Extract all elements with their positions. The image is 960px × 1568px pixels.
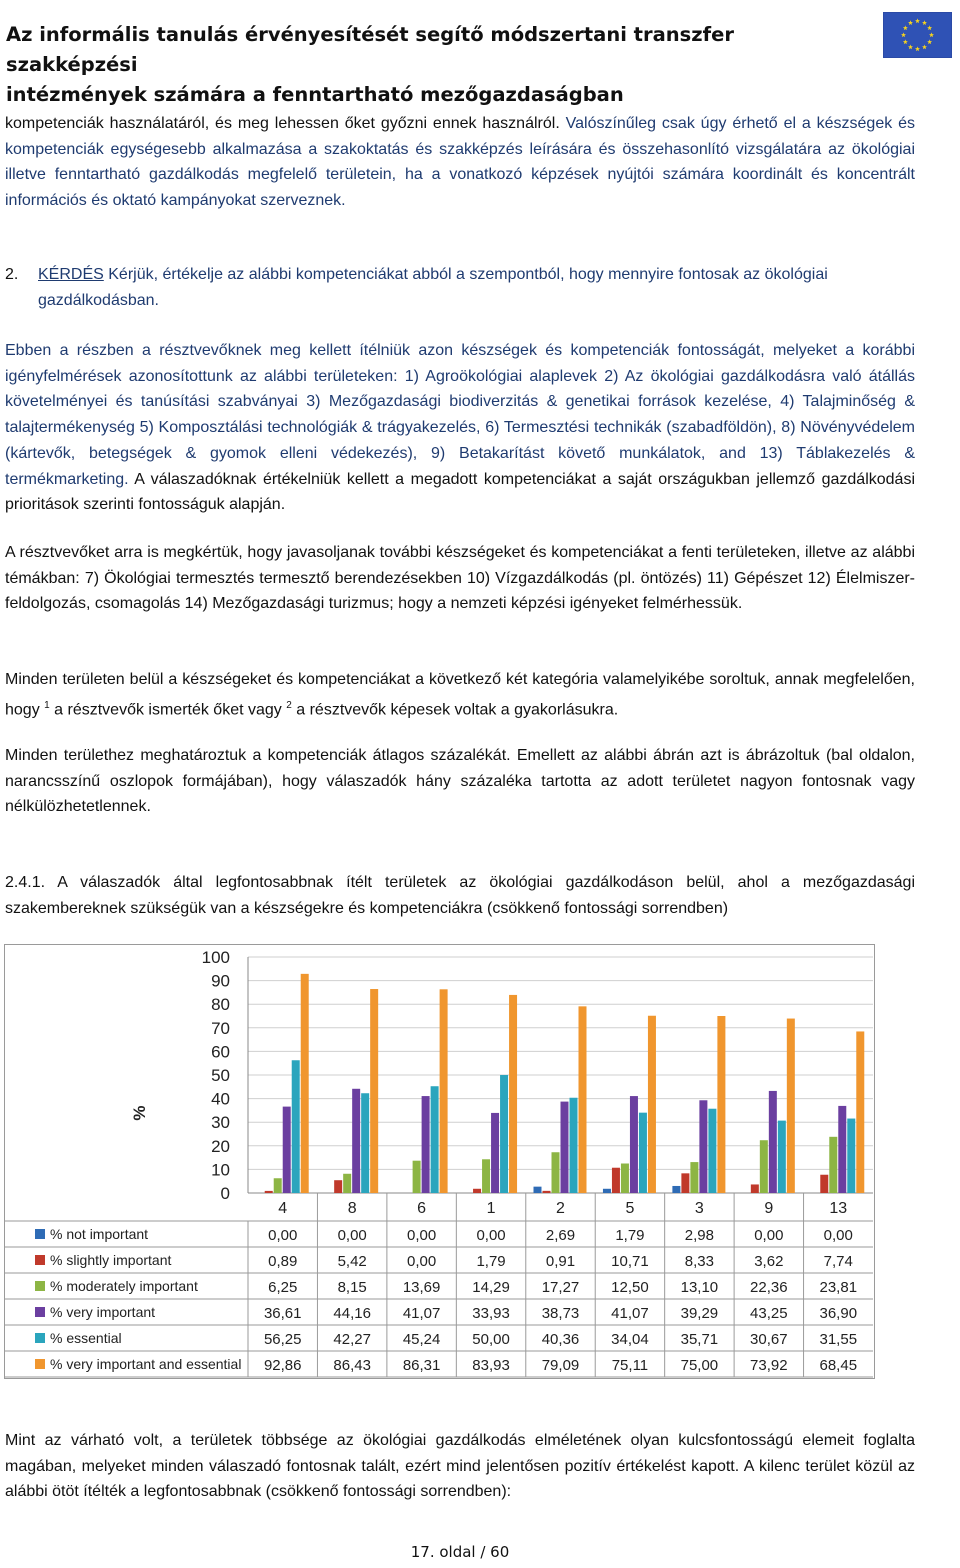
data-label: 1,79 (615, 1227, 645, 1244)
bar (370, 989, 378, 1193)
bar (829, 1137, 837, 1193)
data-label: 73,92 (750, 1357, 788, 1374)
bar (301, 974, 309, 1193)
y-tick-label: 20 (211, 1136, 230, 1156)
data-label: 5,42 (337, 1253, 367, 1270)
paragraph-4-c: a résztvevők képesek voltak a gyakorlásukra. (291, 701, 619, 719)
data-label: 6,25 (268, 1279, 298, 1296)
x-tick-label: 4 (278, 1200, 288, 1217)
bar (473, 1189, 481, 1193)
legend-swatch (35, 1281, 45, 1291)
data-label: 50,00 (472, 1331, 510, 1348)
y-tick-label: 0 (220, 1184, 230, 1203)
data-label: 79,09 (541, 1357, 580, 1374)
header-title-line1: Az informális tanulás érvényesítését segítő módszertani transzfer szakképzési (6, 23, 734, 76)
bar (820, 1175, 828, 1193)
legend-swatch (35, 1229, 45, 1239)
figure-caption-text: 2.4.1. A válaszadók által legfontosabbnak ítélt területek az ökológiai gazdálkodáson belül, ahol a mezőgazdasági szakembereknek szükségük van a készségekre és kompetenciákra (csökkenő fontossági sorrendben) (5, 874, 915, 917)
paragraph-3 (5, 540, 915, 617)
paragraph-1-highlight: Valószínűleg csak úgy érhető el a készségek és kompetenciák egységesebb alkalmazása a szakoktatás és szakképzés leírására és összehasonlító vizsgálatára az ökológiai illetve fenntartható gazdálkodás megfelelő területein, ha a vonatkozó képzések nyújtói számára koordinált és koncentrált információs és oktató kampányokat szerveznek. (5, 115, 915, 210)
data-label: 45,24 (402, 1331, 441, 1348)
data-label: 13,10 (680, 1279, 719, 1296)
x-tick-label: 6 (417, 1200, 427, 1217)
data-label: 0,00 (476, 1227, 506, 1244)
data-label: 83,93 (472, 1357, 510, 1374)
data-label: 86,31 (402, 1357, 441, 1374)
y-axis-label: % (130, 1105, 149, 1121)
x-tick-label: 5 (625, 1200, 635, 1217)
data-label: 22,36 (750, 1279, 788, 1296)
bar (621, 1164, 629, 1194)
data-label: 13,69 (402, 1279, 441, 1296)
bar (778, 1121, 786, 1193)
bar (274, 1178, 282, 1193)
y-tick-label: 70 (211, 1018, 230, 1038)
data-label: 35,71 (680, 1331, 719, 1348)
paragraph-6 (5, 1428, 915, 1505)
bar (672, 1186, 680, 1193)
legend-label: % slightly important (50, 1252, 172, 1268)
data-label: 0,00 (754, 1227, 784, 1244)
document-header (6, 20, 866, 110)
bar (639, 1113, 647, 1193)
bar (579, 1006, 587, 1193)
data-label: 0,00 (268, 1227, 298, 1244)
x-tick-label: 8 (347, 1200, 357, 1217)
data-label: 42,27 (333, 1331, 371, 1348)
bar (352, 1089, 360, 1193)
legend-label: % very important and essential (50, 1356, 242, 1372)
superscript-2: 2 (286, 699, 292, 711)
paragraph-2 (5, 338, 915, 518)
data-label: 75,00 (680, 1357, 719, 1374)
bar (422, 1096, 430, 1193)
question-label: KÉRDÉS (38, 266, 104, 283)
bar (265, 1191, 273, 1193)
data-label: 3,62 (754, 1253, 784, 1270)
bar (334, 1180, 342, 1193)
paragraph-2-rest: A válaszadóknak értékelniük kellett a megadott kompetenciákat a saját országukban jellemző gazdálkodási prioritások szerinti fontosságuk alapján. (5, 470, 915, 514)
bar (570, 1098, 578, 1193)
paragraph-4-a: Minden területen belül a készségeket és kompetenciákat a következő két kategória valamelyikébe soroltuk, annak megfelelően, hogy (5, 671, 915, 719)
bar (491, 1113, 499, 1193)
question-2 (5, 262, 915, 313)
bar (717, 1016, 725, 1193)
bar (440, 989, 448, 1193)
bar (500, 1075, 508, 1193)
y-tick-label: 100 (201, 948, 230, 967)
x-tick-label: 2 (556, 1200, 565, 1217)
bar (343, 1174, 351, 1193)
data-label: 8,15 (337, 1279, 367, 1296)
data-label: 41,07 (402, 1305, 441, 1322)
legend-label: % very important (50, 1304, 156, 1320)
bar (838, 1106, 846, 1193)
data-label: 0,00 (823, 1227, 853, 1244)
bar (856, 1031, 864, 1193)
bar (561, 1102, 569, 1193)
legend-label: % not important (50, 1226, 149, 1242)
paragraph-1 (5, 111, 915, 214)
bar (534, 1187, 542, 1193)
data-label: 0,91 (545, 1253, 576, 1270)
data-label: 36,61 (263, 1305, 302, 1322)
data-label: 34,04 (611, 1331, 649, 1348)
bar (751, 1184, 759, 1193)
bar (603, 1189, 611, 1193)
bar-chart (5, 945, 874, 1378)
data-label: 33,93 (472, 1305, 510, 1322)
data-label: 8,33 (684, 1253, 714, 1270)
question-number: 2. (5, 266, 19, 283)
paragraph-5-text: Minden területhez meghatároztuk a kompetenciák átlagos százalékát. Emellett az alábbi ábrán azt is ábrázoltuk (bal oldalon, narancsszínű oszlopok formájában), hogy válaszadók hány százaléka tartotta az adott területet nagyon fontosnak vagy nélkülözhetetlennek. (5, 747, 915, 816)
data-label: 14,29 (472, 1279, 510, 1296)
y-tick-label: 10 (211, 1160, 230, 1180)
paragraph-6-text: Mint az várható volt, a területek többsége az ökológiai gazdálkodás elméletének olyan kulcsfontosságú elemeit foglalta magában, melyeket minden válaszadó fontosnak talált, ezért mind jelentősen pozitív értékelést kapott. A kilenc terület közül az alábbi ötöt ítélték a legfontosabbnak (csökkenő fontossági sorrendben): (5, 1432, 915, 1501)
bar (708, 1109, 716, 1193)
paragraph-4-b: a résztvevők ismerték őket vagy (49, 701, 287, 719)
eu-flag-icon (883, 12, 952, 58)
legend-swatch (35, 1333, 45, 1343)
y-tick-label: 90 (211, 971, 230, 991)
bar (681, 1173, 689, 1193)
paragraph-4 (5, 667, 915, 723)
data-label: 39,29 (680, 1305, 719, 1322)
bar (552, 1152, 560, 1193)
legend-swatch (35, 1255, 45, 1265)
data-label: 12,50 (611, 1279, 649, 1296)
legend-swatch (35, 1359, 45, 1369)
y-tick-label: 60 (211, 1042, 230, 1062)
header-title-line2: intézmények számára a fenntartható mezőgazdaságban (6, 83, 624, 106)
paragraph-3-text: A résztvevőket arra is megkértük, hogy javasoljanak további készségeket és kompetenciákat a fenti területeken, illetve az alábbi témákban: 7) Ökológiai termesztés termesztő berendezésekben 10) Vízgazdálkodás (pl. öntözés) 11) Gépészet 12) Élelmiszer-feldolgozás, csomagolás 14) Mezőgazdasági turizmus; hogy a nemzeti képzési igényeket felmérhessük. (5, 544, 915, 613)
bar (787, 1019, 795, 1193)
bar (482, 1159, 490, 1193)
data-label: 44,16 (333, 1305, 371, 1322)
paragraph-2-main: Ebben a részben a résztvevőknek meg kellett ítélniük azon készségek és kompetenciák fontosságát, melyeket a korábbi igényfelmérések azonosítottunk az alábbi területeken: 1) Agroökológiai alaplevek 2) Az ökológiai gazdálkodásra való átállás követelményei és tanúsítási szabványai 3) Mezőgazdasági biodiverzitás & genetikai források kezelése, 4) Talajminőség & talajtermékenység 5) Komposztálási technológiák & trágyakezelés, 6) Termesztési technikák (szabadföldön), 8) Növényvédelem (kártevők, betegségek & gyomok elleni védekezés), 9) Betakarítást követő munkálatok, and 13) Táblakezelés & termékmarketing. (5, 342, 915, 488)
page-number: 17. oldal / 60 (410, 1543, 510, 1561)
superscript-1: 1 (44, 699, 50, 711)
data-label: 0,00 (407, 1227, 437, 1244)
bar (699, 1100, 707, 1193)
x-tick-label: 1 (486, 1200, 496, 1217)
data-label: 86,43 (333, 1357, 371, 1374)
bar (413, 1161, 421, 1193)
data-label: 23,81 (819, 1279, 858, 1296)
data-label: 1,79 (476, 1253, 506, 1270)
bar (760, 1140, 768, 1193)
bar (847, 1119, 855, 1193)
bar (283, 1107, 291, 1193)
bar (361, 1093, 369, 1193)
paragraph-5 (5, 743, 915, 820)
data-label: 0,00 (337, 1227, 367, 1244)
data-label: 43,25 (750, 1305, 788, 1322)
legend-label: % moderately important (50, 1278, 198, 1294)
x-tick-label: 9 (764, 1200, 774, 1217)
bar (648, 1016, 656, 1193)
bar (690, 1162, 698, 1193)
data-label: 40,36 (541, 1331, 580, 1348)
data-label: 56,25 (263, 1331, 302, 1348)
x-tick-label: 13 (829, 1200, 848, 1217)
bar (292, 1060, 300, 1193)
data-label: 0,89 (268, 1253, 298, 1270)
data-label: 7,74 (823, 1253, 853, 1270)
bar (509, 995, 517, 1193)
figure-caption (5, 870, 915, 921)
y-tick-label: 50 (211, 1066, 230, 1085)
y-tick-label: 40 (211, 1089, 230, 1109)
bar (612, 1168, 620, 1193)
data-label: 17,27 (541, 1279, 580, 1296)
data-label: 75,11 (611, 1357, 649, 1374)
data-label: 2,69 (545, 1227, 576, 1244)
data-label: 92,86 (263, 1357, 302, 1374)
data-label: 68,45 (819, 1357, 858, 1374)
y-tick-label: 30 (211, 1113, 230, 1133)
legend-label: % essential (50, 1330, 122, 1346)
data-label: 0,00 (407, 1253, 437, 1270)
data-label: 38,73 (541, 1305, 580, 1322)
data-label: 2,98 (684, 1227, 714, 1244)
x-tick-label: 3 (694, 1200, 704, 1217)
chart-container (4, 944, 875, 1379)
data-label: 30,67 (750, 1331, 788, 1348)
question-text: Kérjük, értékelje az alábbi kompetenciákat abból a szempontból, hogy mennyire fontosak az ökológiai gazdálkodásban. (38, 266, 828, 309)
data-label: 10,71 (611, 1253, 649, 1270)
bar (543, 1191, 551, 1193)
data-label: 31,55 (819, 1331, 858, 1348)
data-label: 41,07 (611, 1305, 649, 1322)
y-tick-label: 80 (211, 995, 230, 1015)
bar (431, 1086, 439, 1193)
data-label: 36,90 (819, 1305, 858, 1322)
bar (769, 1091, 777, 1193)
legend-swatch (35, 1307, 45, 1317)
paragraph-1-lead: kompetenciák használatáról, és meg lehessen őket győzni ennek használról. (5, 115, 560, 132)
bar (630, 1096, 638, 1193)
